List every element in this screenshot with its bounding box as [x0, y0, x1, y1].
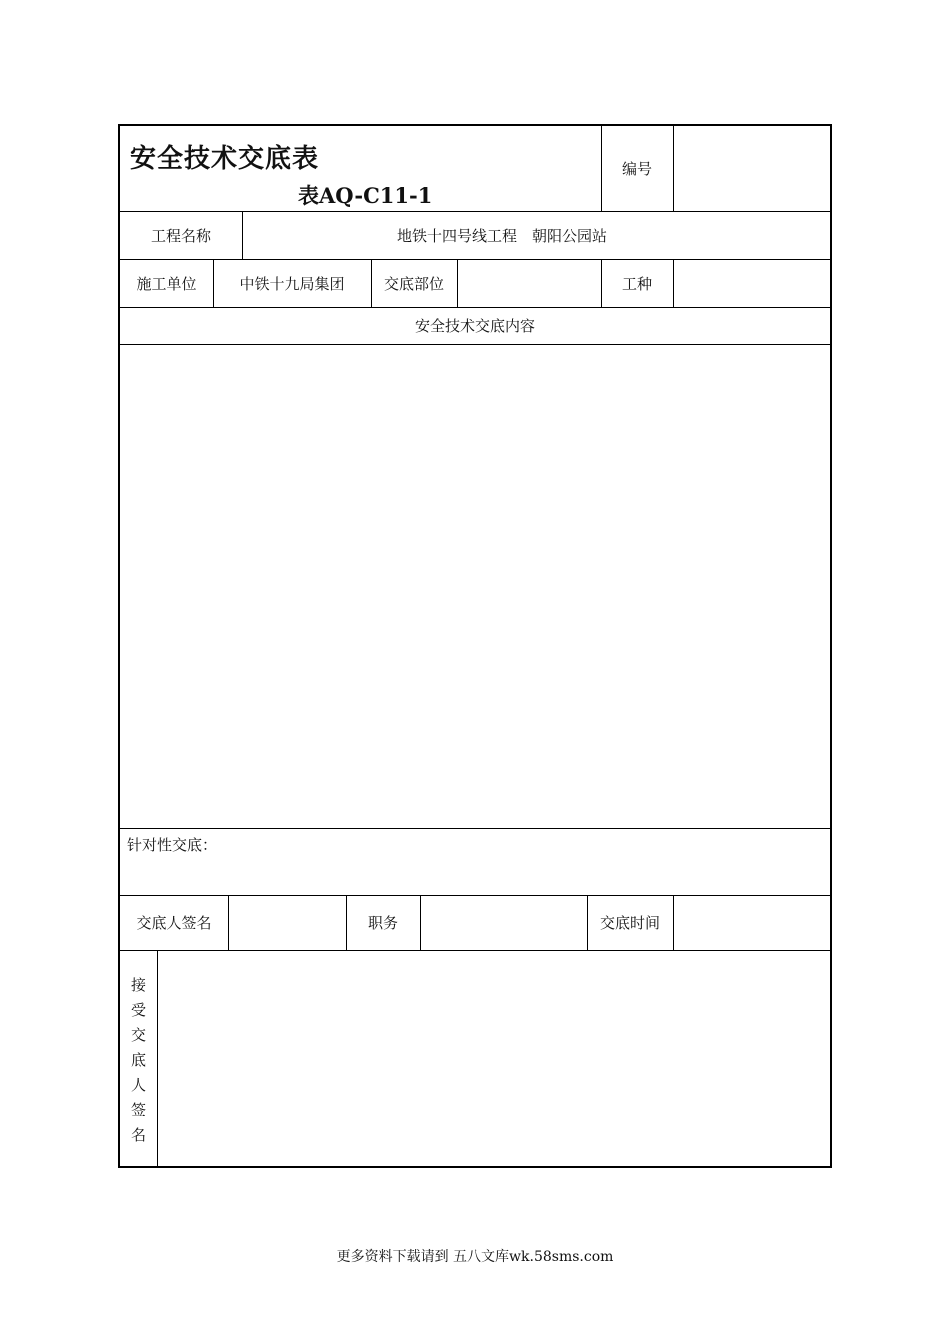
disclosure-part-value[interactable]	[457, 259, 601, 307]
number-label: 编号	[621, 160, 652, 178]
content-body[interactable]	[120, 344, 830, 828]
content-header: 安全技术交底内容	[414, 317, 535, 335]
footer-note: 更多资料下载请到 五八文库wk.58sms.com	[336, 1249, 614, 1265]
disclosure-time-label: 交底时间	[599, 914, 660, 932]
receiver-char: 底	[130, 1050, 146, 1069]
row-divider	[120, 828, 830, 829]
targeted-disclosure-label: 针对性交底：	[127, 836, 218, 854]
position-value[interactable]	[420, 895, 587, 950]
construction-unit-value[interactable]: 中铁十九局集团	[239, 274, 345, 293]
receiver-char: 名	[130, 1125, 146, 1144]
receiver-char: 人	[130, 1075, 146, 1094]
receiver-char: 受	[130, 1000, 146, 1019]
discloser-signature-value[interactable]	[228, 895, 346, 950]
number-value[interactable]	[673, 126, 830, 211]
disclosure-time-value[interactable]	[673, 895, 830, 950]
receiver-signature-label	[120, 952, 157, 1168]
trade-value[interactable]	[673, 259, 830, 307]
form-code: 表AQ-C11-1	[298, 183, 433, 208]
discloser-signature-label: 交底人签名	[136, 914, 212, 932]
receiver-char: 签	[130, 1100, 146, 1119]
position-label: 职务	[367, 914, 398, 932]
receiver-char: 接	[130, 975, 146, 994]
receiver-signature-area[interactable]	[157, 950, 830, 1166]
project-name-label: 工程名称	[150, 226, 211, 245]
safety-disclosure-form	[118, 124, 832, 1168]
disclosure-part-label: 交底部位	[383, 274, 444, 293]
form-title: 安全技术交底表	[130, 144, 320, 174]
trade-label: 工种	[621, 274, 652, 293]
receiver-char: 交	[130, 1025, 146, 1044]
construction-unit-label: 施工单位	[136, 274, 197, 293]
project-name-value[interactable]: 地铁十四号线工程 朝阳公园站	[396, 226, 607, 245]
